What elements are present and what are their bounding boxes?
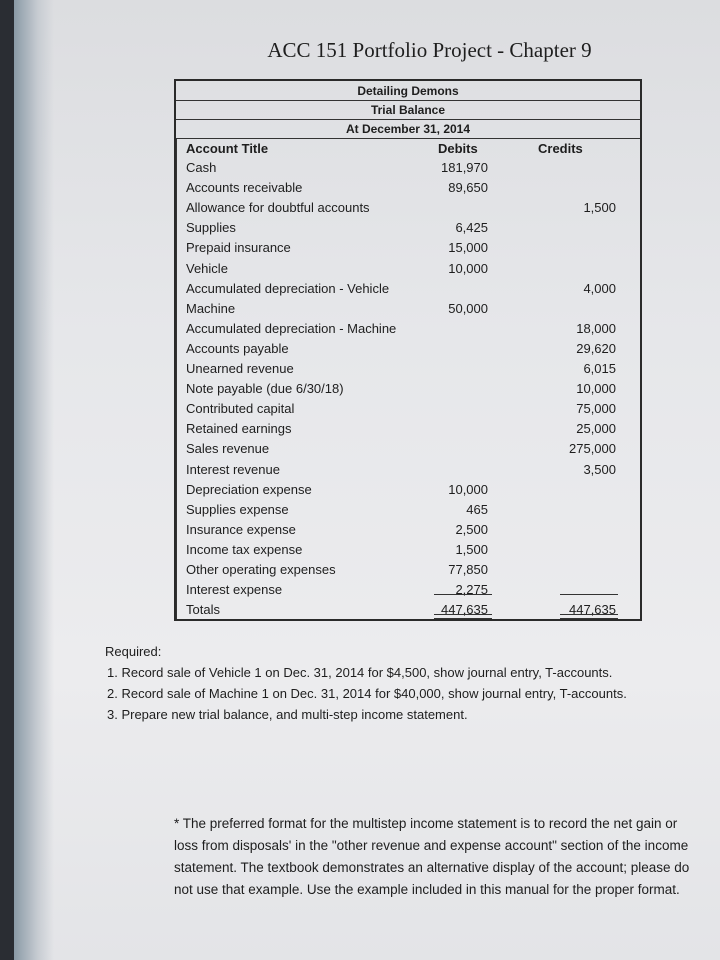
- account-row: [176, 540, 640, 560]
- account-row: [176, 560, 640, 580]
- required-item-3: 3. Prepare new trial balance, and multi-step income statement.: [107, 707, 468, 722]
- column-header-debits: Debits: [438, 141, 478, 156]
- account-title: Supplies expense: [186, 501, 289, 517]
- debit-amount: 77,850: [448, 562, 488, 577]
- account-row: [176, 419, 640, 439]
- account-title: Vehicle: [186, 260, 228, 276]
- credit-amount: 29,620: [576, 340, 616, 356]
- account-title: Totals: [186, 602, 220, 618]
- required-item-1: 1. Record sale of Vehicle 1 on Dec. 31, 2014 for $4,500, show journal entry, T-accounts.: [107, 665, 613, 680]
- account-title: Sales revenue: [186, 441, 270, 457]
- debit-amount: 2,500: [455, 521, 488, 537]
- credits-total-underline: [560, 594, 618, 595]
- account-row: [176, 218, 640, 238]
- debit-amount: 447,635: [441, 602, 488, 618]
- debit-amount: 89,650: [448, 180, 488, 196]
- credit-amount: 25,000: [576, 421, 616, 437]
- debit-amount: 465: [466, 501, 488, 517]
- credits-total-double-underline: [560, 614, 618, 619]
- account-row: [176, 259, 640, 279]
- account-title: Income tax expense: [186, 541, 303, 557]
- document-title: ACC 151 Portfolio Project - Chapter 9: [267, 38, 592, 62]
- account-title: Retained earnings: [186, 421, 292, 437]
- debit-amount: 50,000: [448, 300, 488, 316]
- account-row: [176, 399, 640, 419]
- debit-amount: 6,425: [455, 220, 488, 236]
- debit-amount: 10,000: [448, 260, 488, 276]
- account-title: Supplies: [186, 220, 236, 236]
- account-row: [176, 238, 640, 258]
- report-name: Trial Balance: [370, 103, 446, 117]
- format-note: * The preferred format for the multistep income statement is to record the net gain or loss from disposals' in the "other revenue and expense account" section of the income statement. The textbook demonstrates an alternative display of the account; please do not use that example. Use the example included in this manual for the proper format.: [174, 816, 690, 897]
- credit-amount: 275,000: [569, 441, 616, 457]
- debit-amount: 10,000: [448, 481, 488, 497]
- account-row: [176, 339, 640, 359]
- account-row: [176, 379, 640, 399]
- account-row: [176, 520, 640, 540]
- account-title: Cash: [186, 160, 217, 175]
- trial-balance-table: [174, 79, 642, 621]
- account-title: Insurance expense: [186, 521, 296, 537]
- account-row: [176, 359, 640, 379]
- debit-amount: 1,500: [455, 541, 488, 557]
- column-header-credits: Credits: [538, 141, 583, 156]
- account-title: Accumulated depreciation - Machine: [186, 320, 397, 336]
- account-title: Other operating expenses: [186, 562, 336, 577]
- credit-amount: 75,000: [576, 401, 616, 417]
- account-row: [176, 178, 640, 198]
- page-edge-shadow: [14, 0, 54, 960]
- credit-amount: 1,500: [583, 200, 616, 216]
- credit-amount: 447,635: [569, 602, 616, 618]
- credit-amount: 3,500: [583, 461, 616, 477]
- account-row: [176, 319, 640, 339]
- account-title: Machine: [186, 300, 236, 316]
- required-item-2: 2. Record sale of Machine 1 on Dec. 31, 2014 for $40,000, show journal entry, T-accounts.: [107, 686, 627, 701]
- credit-amount: 6,015: [583, 361, 616, 376]
- account-row: [176, 500, 640, 520]
- account-row: [176, 198, 640, 218]
- account-title: Allowance for doubtful accounts: [186, 200, 370, 216]
- debits-total-underline: [434, 594, 492, 595]
- account-title: Accounts payable: [186, 340, 289, 356]
- account-title: Depreciation expense: [186, 481, 312, 497]
- account-row: [176, 299, 640, 319]
- account-row: [176, 279, 640, 299]
- account-title: Prepaid insurance: [186, 240, 291, 256]
- credit-amount: 10,000: [576, 381, 616, 397]
- account-title: Accounts receivable: [186, 180, 303, 196]
- account-title: Interest revenue: [186, 461, 280, 477]
- account-title: Accumulated depreciation - Vehicle: [186, 280, 390, 296]
- account-row: [176, 480, 640, 500]
- debits-total-double-underline: [434, 614, 492, 619]
- debit-amount: 15,000: [448, 240, 488, 256]
- required-heading: Required:: [105, 644, 162, 659]
- required-section: [105, 641, 665, 725]
- column-header-account: Account Title: [186, 141, 269, 156]
- account-title: Contributed capital: [186, 401, 295, 417]
- debit-amount: 181,970: [441, 160, 488, 175]
- credit-amount: 4,000: [583, 280, 616, 296]
- account-title: Unearned revenue: [186, 361, 294, 376]
- account-title: Interest expense: [186, 582, 283, 598]
- debit-amount: 2,275: [455, 582, 488, 598]
- credit-amount: 18,000: [576, 320, 616, 336]
- account-row: [176, 439, 640, 459]
- account-row: [176, 580, 640, 600]
- document-page: [14, 0, 720, 960]
- account-row: [176, 460, 640, 480]
- account-title: Note payable (due 6/30/18): [186, 381, 344, 397]
- report-date: At December 31, 2014: [345, 122, 471, 136]
- company-name: Detailing Demons: [357, 84, 459, 98]
- header-divider: [176, 138, 640, 139]
- account-row: [176, 158, 640, 178]
